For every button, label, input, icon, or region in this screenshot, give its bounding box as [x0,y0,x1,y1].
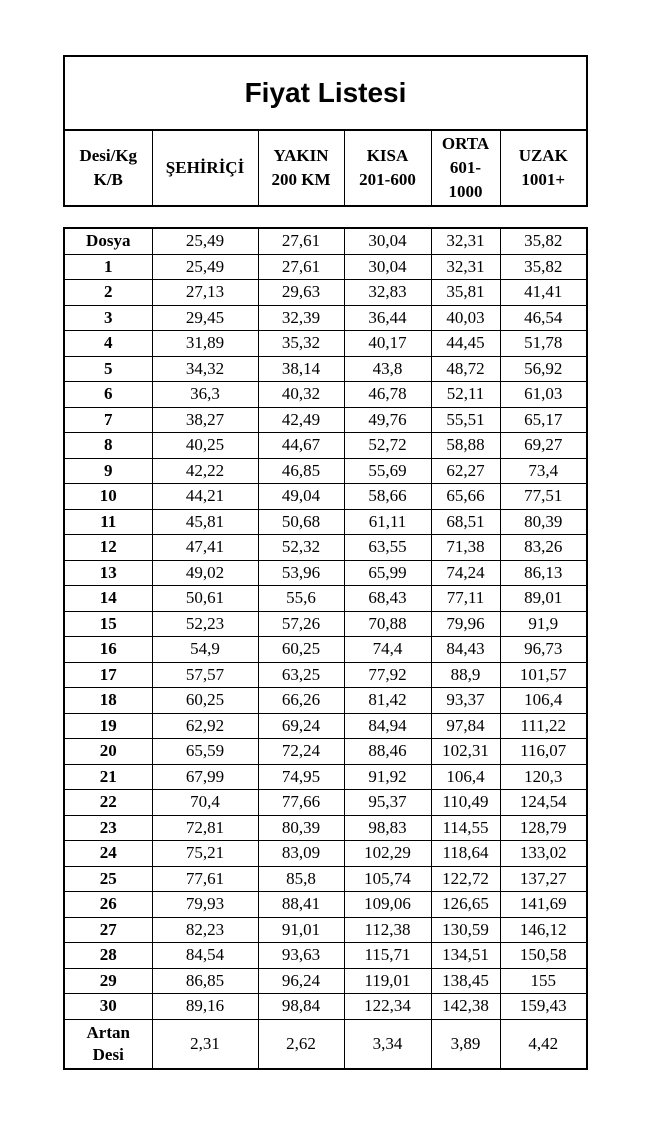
row-label: Artan Desi [64,1019,152,1069]
column-header-yakin: YAKIN 200 KM [258,130,344,206]
table-row [64,254,587,280]
price-cell: 53,96 [258,560,344,586]
price-cell: 40,32 [258,382,344,408]
price-cell: 27,61 [258,228,344,254]
price-cell: 73,4 [500,458,587,484]
price-cell: 141,69 [500,892,587,918]
row-label: 16 [64,637,152,663]
price-cell: 118,64 [431,841,500,867]
row-label: 17 [64,662,152,688]
row-label: 20 [64,739,152,765]
table-row [64,688,587,714]
price-cell: 61,03 [500,382,587,408]
price-cell: 34,32 [152,356,258,382]
row-label: 4 [64,331,152,357]
price-cell: 48,72 [431,356,500,382]
price-cell: 122,72 [431,866,500,892]
price-cell: 116,07 [500,739,587,765]
price-cell: 46,85 [258,458,344,484]
price-cell: 50,61 [152,586,258,612]
row-label: 27 [64,917,152,943]
price-cell: 91,9 [500,611,587,637]
price-cell: 119,01 [344,968,431,994]
price-cell: 32,39 [258,305,344,331]
price-cell: 72,81 [152,815,258,841]
price-list-header [63,55,586,207]
price-cell: 32,83 [344,280,431,306]
table-row [64,866,587,892]
row-label: 21 [64,764,152,790]
row-label: 26 [64,892,152,918]
price-cell: 35,32 [258,331,344,357]
row-label: 18 [64,688,152,714]
price-cell: 102,31 [431,739,500,765]
row-label: 7 [64,407,152,433]
price-cell: 72,24 [258,739,344,765]
price-cell: 111,22 [500,713,587,739]
price-cell: 89,01 [500,586,587,612]
price-cell: 74,4 [344,637,431,663]
row-label: 13 [64,560,152,586]
price-cell: 88,9 [431,662,500,688]
price-cell: 49,02 [152,560,258,586]
table-row [64,815,587,841]
price-cell: 70,4 [152,790,258,816]
price-cell: 79,96 [431,611,500,637]
table-row [64,713,587,739]
table-row [64,407,587,433]
price-cell: 84,54 [152,943,258,969]
row-label: 5 [64,356,152,382]
price-cell: 40,25 [152,433,258,459]
price-cell: 2,31 [152,1019,258,1069]
price-cell: 27,61 [258,254,344,280]
price-cell: 115,71 [344,943,431,969]
price-cell: 62,92 [152,713,258,739]
price-cell: 159,43 [500,994,587,1020]
price-cell: 43,8 [344,356,431,382]
header-table [63,55,588,207]
price-cell: 52,32 [258,535,344,561]
price-cell: 74,24 [431,560,500,586]
table-row [64,382,587,408]
price-cell: 44,67 [258,433,344,459]
price-cell: 42,22 [152,458,258,484]
price-cell: 40,03 [431,305,500,331]
price-cell: 2,62 [258,1019,344,1069]
price-cell: 77,61 [152,866,258,892]
price-cell: 97,84 [431,713,500,739]
column-header-desi: Desi/Kg K/B [79,146,138,189]
price-cell: 69,27 [500,433,587,459]
price-cell: 155 [500,968,587,994]
price-cell: 30,04 [344,228,431,254]
table-row [64,1019,587,1069]
row-label: 11 [64,509,152,535]
price-cell: 68,43 [344,586,431,612]
price-cell: 56,92 [500,356,587,382]
table-row [64,968,587,994]
price-cell: 31,89 [152,331,258,357]
table-row [64,662,587,688]
price-cell: 93,37 [431,688,500,714]
price-cell: 79,93 [152,892,258,918]
price-cell: 3,89 [431,1019,500,1069]
price-cell: 44,45 [431,331,500,357]
price-cell: 80,39 [258,815,344,841]
price-cell: 120,3 [500,764,587,790]
price-cell: 126,65 [431,892,500,918]
row-label: 1 [64,254,152,280]
price-cell: 80,39 [500,509,587,535]
price-cell: 86,85 [152,968,258,994]
table-row [64,535,587,561]
price-cell: 75,21 [152,841,258,867]
table-row [64,356,587,382]
price-cell: 138,45 [431,968,500,994]
price-cell: 71,38 [431,535,500,561]
price-cell: 85,8 [258,866,344,892]
table-row [64,305,587,331]
row-label: 9 [64,458,152,484]
price-cell: 88,46 [344,739,431,765]
price-cell: 77,51 [500,484,587,510]
price-table-container [63,227,586,1070]
price-cell: 70,88 [344,611,431,637]
price-cell: 67,99 [152,764,258,790]
price-cell: 65,99 [344,560,431,586]
price-cell: 42,49 [258,407,344,433]
price-cell: 60,25 [152,688,258,714]
table-row [64,994,587,1020]
price-cell: 137,27 [500,866,587,892]
price-cell: 58,66 [344,484,431,510]
price-cell: 62,27 [431,458,500,484]
price-cell: 134,51 [431,943,500,969]
price-cell: 114,55 [431,815,500,841]
table-row [64,509,587,535]
price-cell: 74,95 [258,764,344,790]
table-row [64,228,587,254]
price-cell: 81,42 [344,688,431,714]
table-row [64,484,587,510]
price-cell: 57,26 [258,611,344,637]
row-label: 24 [64,841,152,867]
price-cell: 25,49 [152,254,258,280]
column-header-row [64,130,587,206]
price-cell: 49,76 [344,407,431,433]
row-label: 28 [64,943,152,969]
price-cell: 98,83 [344,815,431,841]
price-cell: 86,13 [500,560,587,586]
price-cell: 32,31 [431,254,500,280]
price-cell: 142,38 [431,994,500,1020]
price-table [63,227,588,1070]
row-label: 22 [64,790,152,816]
table-row [64,892,587,918]
price-cell: 57,57 [152,662,258,688]
price-cell: 32,31 [431,228,500,254]
price-cell: 128,79 [500,815,587,841]
row-label: Dosya [64,228,152,254]
price-cell: 106,4 [431,764,500,790]
price-cell: 77,92 [344,662,431,688]
table-row [64,458,587,484]
price-cell: 105,74 [344,866,431,892]
table-row [64,637,587,663]
price-cell: 52,23 [152,611,258,637]
row-label: 30 [64,994,152,1020]
price-cell: 55,6 [258,586,344,612]
row-label: 14 [64,586,152,612]
price-cell: 44,21 [152,484,258,510]
price-cell: 38,14 [258,356,344,382]
price-cell: 30,04 [344,254,431,280]
table-row [64,280,587,306]
price-cell: 133,02 [500,841,587,867]
price-cell: 65,66 [431,484,500,510]
row-label: 15 [64,611,152,637]
price-cell: 4,42 [500,1019,587,1069]
price-cell: 124,54 [500,790,587,816]
row-label: 23 [64,815,152,841]
table-row [64,790,587,816]
row-label: 3 [64,305,152,331]
row-label: 10 [64,484,152,510]
price-cell: 101,57 [500,662,587,688]
price-cell: 130,59 [431,917,500,943]
price-cell: 66,26 [258,688,344,714]
price-cell: 95,37 [344,790,431,816]
row-label: 6 [64,382,152,408]
price-cell: 45,81 [152,509,258,535]
price-cell: 93,63 [258,943,344,969]
price-cell: 60,25 [258,637,344,663]
price-cell: 150,58 [500,943,587,969]
column-header-sehirici: ŞEHİRİÇİ [152,130,258,206]
price-cell: 77,11 [431,586,500,612]
table-row [64,917,587,943]
price-cell: 65,59 [152,739,258,765]
price-cell: 122,34 [344,994,431,1020]
price-cell: 35,81 [431,280,500,306]
row-label: 12 [64,535,152,561]
column-header-orta: ORTA 601- 1000 [431,130,500,206]
table-row [64,841,587,867]
price-cell: 46,78 [344,382,431,408]
price-cell: 36,3 [152,382,258,408]
price-cell: 96,24 [258,968,344,994]
price-cell: 46,54 [500,305,587,331]
price-cell: 112,38 [344,917,431,943]
price-cell: 63,25 [258,662,344,688]
price-cell: 36,44 [344,305,431,331]
table-row [64,586,587,612]
price-cell: 61,11 [344,509,431,535]
row-label: 19 [64,713,152,739]
price-cell: 89,16 [152,994,258,1020]
table-row [64,764,587,790]
table-row [64,943,587,969]
price-cell: 83,09 [258,841,344,867]
price-cell: 41,41 [500,280,587,306]
table-row [64,433,587,459]
price-cell: 35,82 [500,228,587,254]
price-cell: 96,73 [500,637,587,663]
table-row [64,560,587,586]
price-cell: 52,11 [431,382,500,408]
price-cell: 29,45 [152,305,258,331]
price-cell: 91,92 [344,764,431,790]
price-cell: 3,34 [344,1019,431,1069]
price-cell: 82,23 [152,917,258,943]
price-cell: 102,29 [344,841,431,867]
price-cell: 54,9 [152,637,258,663]
row-label: 29 [64,968,152,994]
price-cell: 51,78 [500,331,587,357]
row-label: 8 [64,433,152,459]
price-cell: 49,04 [258,484,344,510]
price-cell: 50,68 [258,509,344,535]
price-cell: 84,43 [431,637,500,663]
page-title: Fiyat Listesi [64,56,587,130]
price-cell: 77,66 [258,790,344,816]
column-header-kisa: KISA 201-600 [344,130,431,206]
price-cell: 55,69 [344,458,431,484]
price-cell: 98,84 [258,994,344,1020]
price-cell: 29,63 [258,280,344,306]
price-cell: 58,88 [431,433,500,459]
row-label: 25 [64,866,152,892]
price-cell: 146,12 [500,917,587,943]
row-label: 2 [64,280,152,306]
price-cell: 25,49 [152,228,258,254]
price-cell: 47,41 [152,535,258,561]
table-row [64,739,587,765]
price-cell: 27,13 [152,280,258,306]
table-row [64,331,587,357]
price-cell: 109,06 [344,892,431,918]
price-cell: 63,55 [344,535,431,561]
price-cell: 35,82 [500,254,587,280]
price-cell: 110,49 [431,790,500,816]
price-cell: 83,26 [500,535,587,561]
price-cell: 84,94 [344,713,431,739]
price-cell: 55,51 [431,407,500,433]
price-cell: 52,72 [344,433,431,459]
price-cell: 68,51 [431,509,500,535]
column-header-uzak: UZAK 1001+ [500,130,587,206]
price-cell: 88,41 [258,892,344,918]
table-row [64,611,587,637]
price-cell: 91,01 [258,917,344,943]
price-cell: 38,27 [152,407,258,433]
price-cell: 65,17 [500,407,587,433]
price-cell: 106,4 [500,688,587,714]
price-cell: 69,24 [258,713,344,739]
price-cell: 40,17 [344,331,431,357]
